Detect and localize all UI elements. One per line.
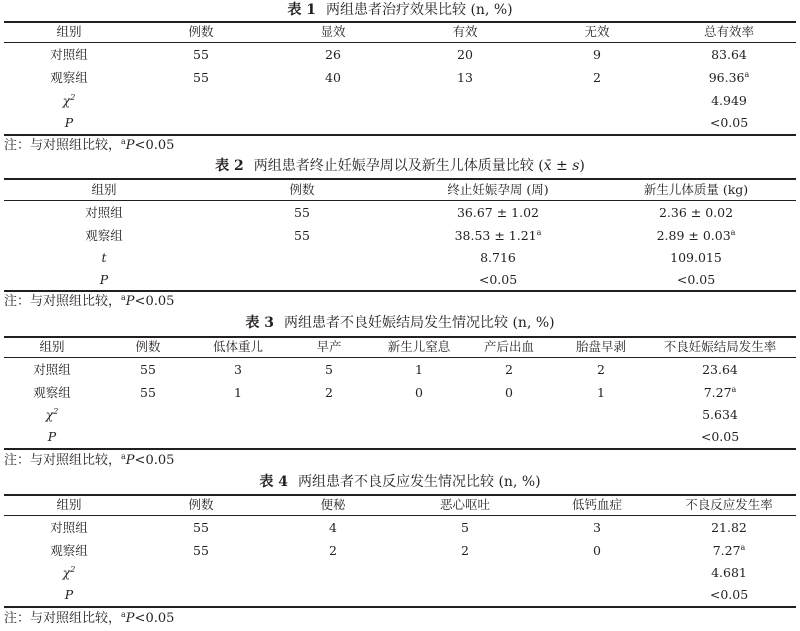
- table1-header-count: 例数: [188, 24, 214, 39]
- table4-footnote: 注：与对照组比较，$^a$P<0.05: [4, 610, 175, 626]
- table4-title: [0, 474, 800, 490]
- table1-title-text: 两组患者治疗效果比较 (n, %): [326, 2, 513, 18]
- table3-r2-pph: 0: [505, 385, 513, 400]
- table1-r2-ineffective: 2: [593, 70, 601, 85]
- table3-r1-asphyxia: 1: [415, 362, 423, 377]
- table3-header-pph: 产后出血: [483, 339, 535, 354]
- table2-r1-count: 55: [294, 205, 310, 220]
- table1-header-effective: 有效: [452, 24, 478, 39]
- table3-r2-asphyxia: 0: [415, 385, 423, 400]
- table2-t-label: t: [101, 250, 107, 265]
- table3-r1-preterm: 5: [325, 362, 333, 377]
- table1-header-group: 组别: [56, 24, 82, 39]
- table3-r1-lbw: 3: [234, 362, 242, 377]
- table4-number: 表 4: [259, 474, 289, 490]
- table3-chi-label: $\chi^2$: [45, 407, 59, 422]
- table1-header-rule: [4, 42, 796, 43]
- table4-header-hypocalcemia: 低钙血症: [571, 497, 623, 512]
- table4-r2-group: 观察组: [50, 543, 88, 558]
- table3-r2-group: 观察组: [33, 385, 71, 400]
- table4-r2-nausea: 2: [461, 543, 469, 558]
- table1-p-value: <0.05: [709, 115, 749, 130]
- table3-r1-rate: 23.64: [702, 362, 738, 377]
- table2-header-weeks: 终止妊娠孕周 (周): [447, 182, 549, 197]
- table1-r2-group: 观察组: [50, 70, 88, 85]
- table4-header-count: 例数: [188, 497, 214, 512]
- table1-number: 表 1: [287, 2, 317, 18]
- table2-r1-weeks: 36.67 ± 1.02: [456, 205, 540, 220]
- table2-header-group: 组别: [91, 182, 117, 197]
- table1-r2-count: 55: [193, 70, 209, 85]
- table3-r1-pph: 2: [505, 362, 513, 377]
- table2-t-weeks: 8.716: [480, 250, 516, 265]
- table4-r1-group: 对照组: [50, 520, 88, 535]
- table3-header-abruption: 胎盘早剥: [575, 339, 627, 354]
- table3-r2-preterm: 2: [325, 385, 333, 400]
- table4-chi-label: $\chi^2$: [62, 565, 76, 580]
- table3-footnote: 注：与对照组比较，$^a$P<0.05: [4, 452, 175, 468]
- table2-number: 表 2: [215, 158, 244, 174]
- table3-title-text: 两组患者不良妊娠结局发生情况比较 (n, %): [284, 315, 555, 331]
- table4-r2-count: 55: [193, 543, 209, 558]
- table3-r2-count: 55: [140, 385, 156, 400]
- table3-header-count: 例数: [135, 339, 161, 354]
- table3-r1-abruption: 2: [597, 362, 605, 377]
- table1-p-label: P: [64, 115, 74, 130]
- table4-r2-hypocalcemia: 0: [593, 543, 601, 558]
- table1-top-rule: [4, 21, 796, 23]
- table2-r2-weeks: 38.53 ± 1.21$^a$: [454, 228, 542, 243]
- table1-chi-value: 4.949: [711, 93, 747, 108]
- table2-bottom-rule: [4, 290, 796, 292]
- table4-r1-constipation: 4: [329, 520, 337, 535]
- table1-bottom-rule: [4, 134, 796, 136]
- table4-r1-nausea: 5: [461, 520, 469, 535]
- table2-r2-group: 观察组: [85, 228, 123, 243]
- table2-header-count: 例数: [289, 182, 315, 197]
- table4-r1-rate: 21.82: [711, 520, 747, 535]
- table3-header-rule: [4, 357, 796, 358]
- table2-header-rule: [4, 200, 796, 201]
- table1-r2-effective: 13: [457, 70, 473, 85]
- table3-bottom-rule: [4, 448, 796, 450]
- table3-r2-rate: 7.27$^a$: [703, 385, 737, 400]
- table1-chi-label: $\chi^2$: [62, 93, 76, 108]
- table1-title: [0, 2, 800, 18]
- table4-chi-value: 4.681: [711, 565, 747, 580]
- table4-top-rule: [4, 494, 796, 496]
- table2-title: 表 2 两组患者终止妊娠孕周以及新生儿体质量比较 (x̄ ± s): [215, 158, 585, 174]
- table4-bottom-rule: [4, 606, 796, 608]
- table4-title-text: 两组患者不良反应发生情况比较 (n, %): [298, 474, 541, 490]
- table2-r1-group: 对照组: [85, 205, 123, 220]
- table1-header-total-rate: 总有效率: [703, 24, 755, 39]
- table2-p-weeks: <0.05: [478, 272, 518, 287]
- table3-top-rule: [4, 336, 796, 338]
- table4-header-nausea: 恶心呕吐: [439, 497, 491, 512]
- table2-header-weight: 新生儿体质量 (kg): [643, 182, 749, 197]
- table4-r2-rate: 7.27$^a$: [712, 543, 746, 558]
- table2-footnote: 注：与对照组比较，$^a$P<0.05: [4, 293, 175, 309]
- table1-r1-marked: 26: [325, 47, 341, 62]
- table3-header-lbw: 低体重儿: [212, 339, 264, 354]
- table3-number: 表 3: [245, 315, 275, 331]
- table1-header-marked: 显效: [320, 24, 346, 39]
- table1-header-ineffective: 无效: [584, 24, 610, 39]
- table3-p-label: P: [47, 429, 57, 444]
- table3-title: [0, 315, 800, 331]
- table3-header-preterm: 早产: [316, 339, 342, 354]
- table4-r2-constipation: 2: [329, 543, 337, 558]
- table4-p-label: P: [64, 587, 74, 602]
- table2-r1-weight: 2.36 ± 0.02: [658, 205, 734, 220]
- table1-r1-total-rate: 83.64: [711, 47, 747, 62]
- table3-r2-lbw: 1: [234, 385, 242, 400]
- table3-r1-group: 对照组: [33, 362, 71, 377]
- table3-r1-count: 55: [140, 362, 156, 377]
- table4-header-group: 组别: [56, 497, 82, 512]
- table2-p-label: P: [99, 272, 109, 287]
- table1-r1-group: 对照组: [50, 47, 88, 62]
- table3-header-group: 组别: [39, 339, 65, 354]
- table1-footnote: 注：与对照组比较，$^a$P<0.05: [4, 137, 175, 153]
- table4-p-value: <0.05: [709, 587, 749, 602]
- table3-p-value: <0.05: [700, 429, 740, 444]
- table2-r2-weight: 2.89 ± 0.03$^a$: [656, 228, 736, 243]
- table3-chi-value: 5.634: [702, 407, 738, 422]
- table2-r2-count: 55: [294, 228, 310, 243]
- table1-r1-ineffective: 9: [593, 47, 601, 62]
- table4-r1-count: 55: [193, 520, 209, 535]
- table4-header-constipation: 便秘: [320, 497, 346, 512]
- table4-header-rate: 不良反应发生率: [685, 497, 773, 512]
- table1-r2-total-rate: 96.36$^a$: [708, 70, 750, 85]
- table3-r2-abruption: 1: [597, 385, 605, 400]
- table2-top-rule: [4, 178, 796, 180]
- table1-r1-effective: 20: [457, 47, 473, 62]
- table3-header-asphyxia: 新生儿窒息: [387, 339, 451, 354]
- table2-t-weight: 109.015: [670, 250, 722, 265]
- table2-p-weight: <0.05: [676, 272, 716, 287]
- table4-header-rule: [4, 515, 796, 516]
- table1-r2-marked: 40: [325, 70, 341, 85]
- table3-header-rate: 不良妊娠结局发生率: [663, 339, 777, 354]
- table1-r1-count: 55: [193, 47, 209, 62]
- table4-r1-hypocalcemia: 3: [593, 520, 601, 535]
